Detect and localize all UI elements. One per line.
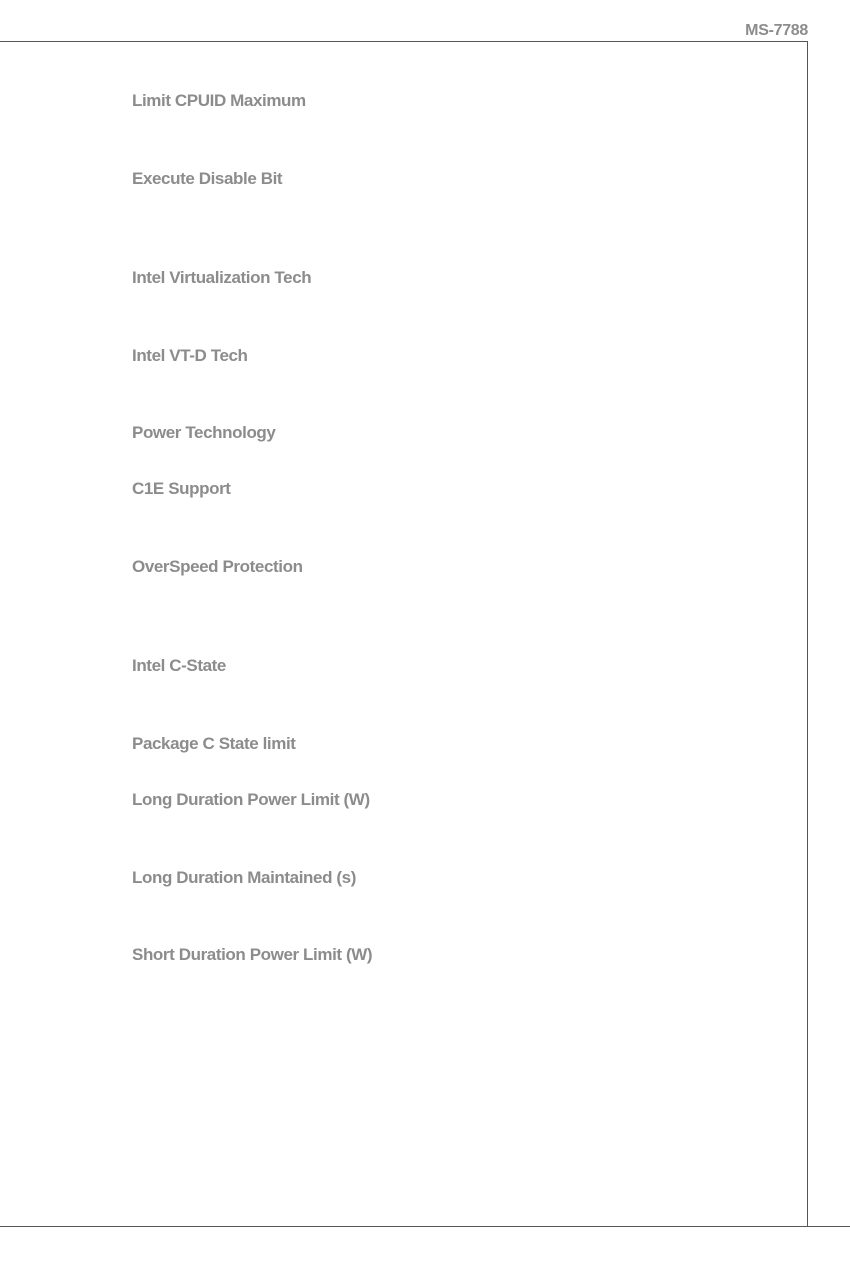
setting-intel-c-state: Intel C-State [132, 656, 226, 675]
setting-c1e-support: C1E Support [132, 479, 231, 498]
setting-limit-cpuid-maximum: Limit CPUID Maximum [132, 91, 306, 110]
setting-overspeed-protection: OverSpeed Protection [132, 557, 303, 576]
setting-intel-vt-d-tech: Intel VT-D Tech [132, 346, 248, 365]
setting-long-duration-maintained: Long Duration Maintained (s) [132, 868, 356, 887]
setting-package-c-state-limit: Package C State limit [132, 734, 296, 753]
setting-execute-disable-bit: Execute Disable Bit [132, 169, 283, 188]
setting-power-technology: Power Technology [132, 423, 276, 442]
footer-divider [0, 1226, 850, 1227]
setting-intel-virtualization-tech: Intel Virtualization Tech [132, 268, 312, 287]
setting-long-duration-power-limit: Long Duration Power Limit (W) [132, 790, 370, 809]
setting-short-duration-power-limit: Short Duration Power Limit (W) [132, 945, 373, 964]
page-border-right [807, 41, 808, 1227]
header-divider [0, 41, 808, 42]
model-number: MS-7788 [745, 22, 808, 39]
